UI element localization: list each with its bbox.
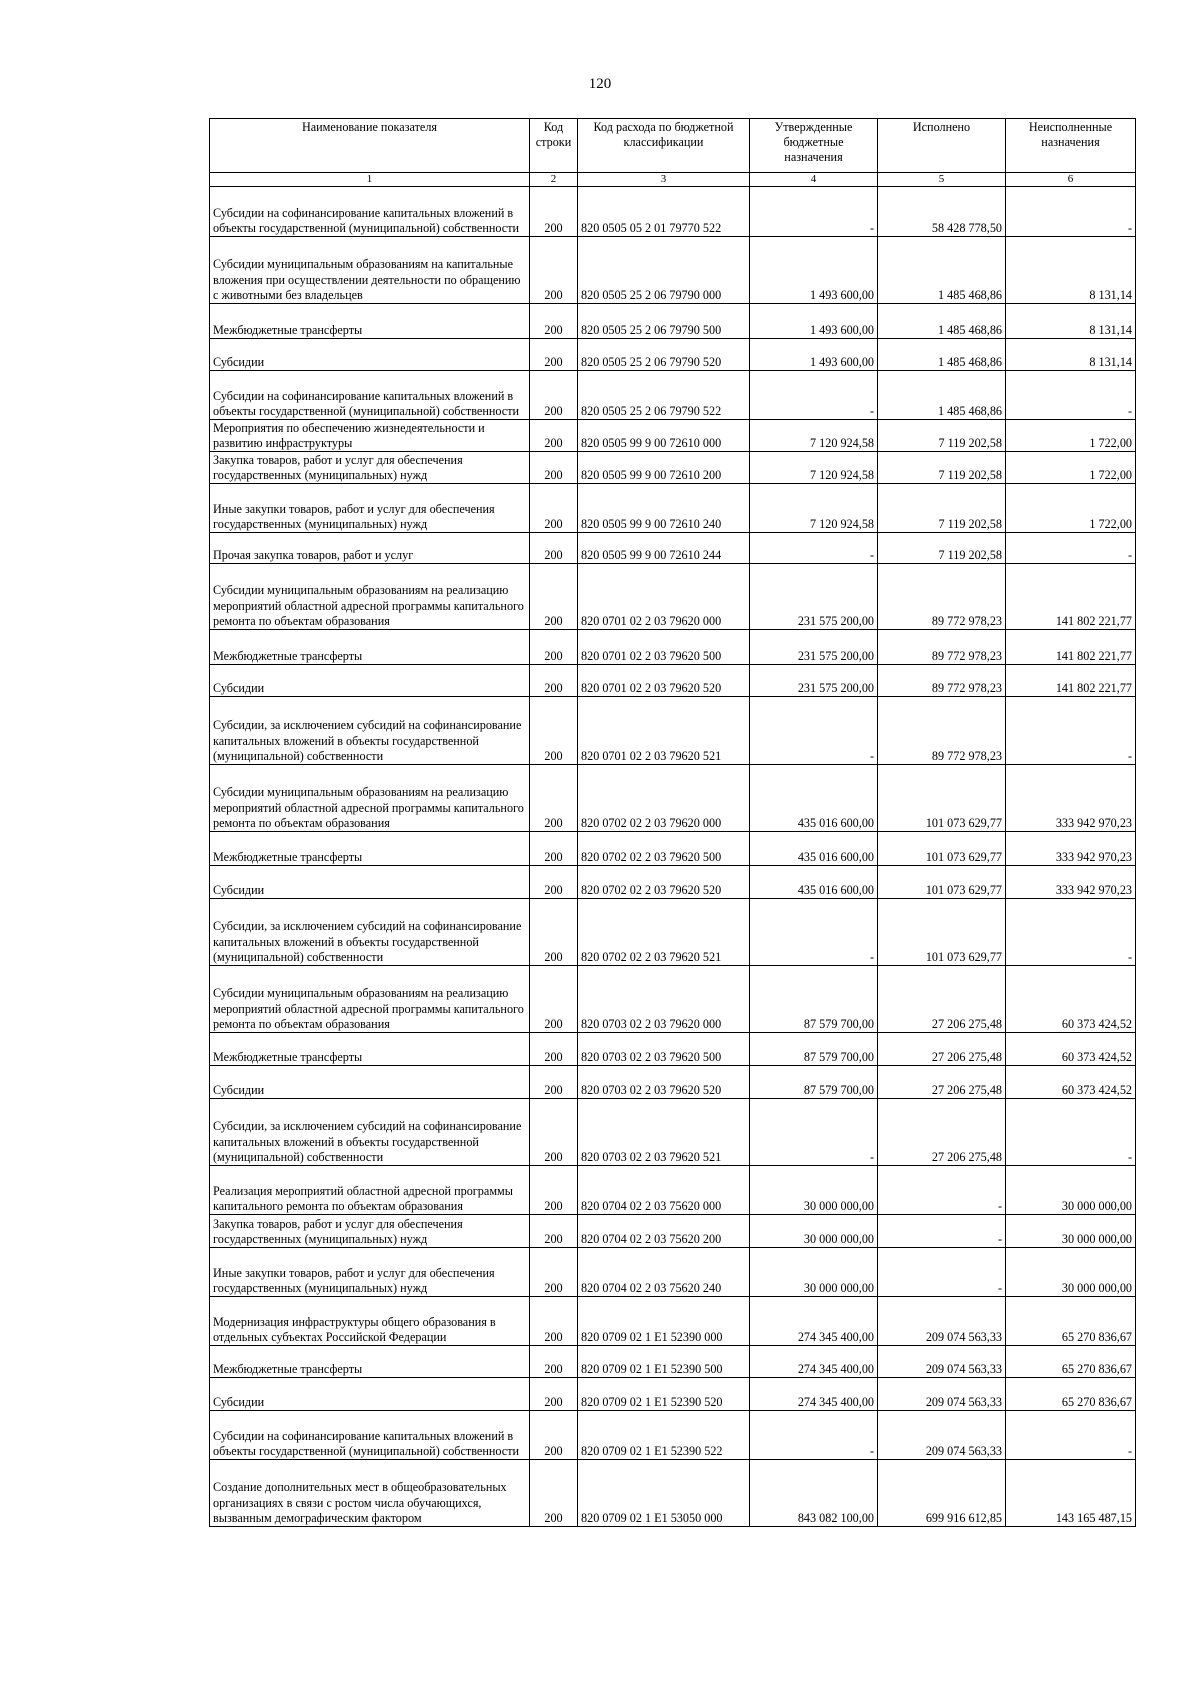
row-name: Межбюджетные трансферты bbox=[210, 1033, 530, 1066]
row-name: Субсидии муниципальным образованиям на реализацию мероприятий областной адресной программы капитального ремонта по объектам образования bbox=[210, 765, 530, 832]
row-remaining-amount: - bbox=[1006, 533, 1136, 564]
row-remaining-amount: 333 942 970,23 bbox=[1006, 832, 1136, 866]
row-line-code: 200 bbox=[530, 866, 578, 899]
row-approved-amount: 30 000 000,00 bbox=[750, 1248, 878, 1297]
row-remaining-amount: 333 942 970,23 bbox=[1006, 866, 1136, 899]
row-executed-amount: 89 772 978,23 bbox=[878, 630, 1006, 665]
row-budget-classification: 820 0505 99 9 00 72610 244 bbox=[578, 533, 750, 564]
row-executed-amount: 58 428 778,50 bbox=[878, 187, 1006, 237]
table-row bbox=[210, 966, 1136, 1033]
column-number: 5 bbox=[878, 173, 1006, 187]
row-executed-amount: 7 119 202,58 bbox=[878, 533, 1006, 564]
header-budget-classification: Код расхода по бюджетной классификации bbox=[578, 119, 750, 173]
row-line-code: 200 bbox=[530, 1248, 578, 1297]
row-line-code: 200 bbox=[530, 420, 578, 452]
row-name: Закупка товаров, работ и услуг для обеспечения государственных (муниципальных) нужд bbox=[210, 452, 530, 484]
row-name: Субсидии bbox=[210, 866, 530, 899]
table-row bbox=[210, 697, 1136, 765]
row-line-code: 200 bbox=[530, 1411, 578, 1460]
table-row bbox=[210, 1460, 1136, 1527]
row-line-code: 200 bbox=[530, 187, 578, 237]
row-remaining-amount: 30 000 000,00 bbox=[1006, 1166, 1136, 1215]
row-budget-classification: 820 0701 02 2 03 79620 520 bbox=[578, 665, 750, 697]
row-name: Мероприятия по обеспечению жизнедеятельности и развитию инфраструктуры bbox=[210, 420, 530, 452]
row-line-code: 200 bbox=[530, 533, 578, 564]
column-number-row bbox=[210, 173, 1136, 187]
row-executed-amount: 699 916 612,85 bbox=[878, 1460, 1006, 1527]
table-row bbox=[210, 1066, 1136, 1099]
row-approved-amount: - bbox=[750, 1411, 878, 1460]
row-approved-amount: 435 016 600,00 bbox=[750, 866, 878, 899]
table-row bbox=[210, 371, 1136, 420]
row-remaining-amount: 333 942 970,23 bbox=[1006, 765, 1136, 832]
row-budget-classification: 820 0701 02 2 03 79620 521 bbox=[578, 697, 750, 765]
row-line-code: 200 bbox=[530, 304, 578, 339]
row-executed-amount: 89 772 978,23 bbox=[878, 697, 1006, 765]
row-name: Субсидии на софинансирование капитальных вложений в объекты государственной (муниципальной) собственности bbox=[210, 187, 530, 237]
table-row bbox=[210, 484, 1136, 533]
row-remaining-amount: 8 131,14 bbox=[1006, 304, 1136, 339]
row-line-code: 200 bbox=[530, 564, 578, 630]
row-executed-amount: 27 206 275,48 bbox=[878, 1033, 1006, 1066]
row-line-code: 200 bbox=[530, 1099, 578, 1166]
row-name: Субсидии, за исключением субсидий на софинансирование капитальных вложений в объекты государственной (муниципальной) собственности bbox=[210, 899, 530, 966]
row-executed-amount: 209 074 563,33 bbox=[878, 1411, 1006, 1460]
row-remaining-amount: 141 802 221,77 bbox=[1006, 630, 1136, 665]
row-executed-amount: - bbox=[878, 1215, 1006, 1248]
row-budget-classification: 820 0505 25 2 06 79790 520 bbox=[578, 339, 750, 371]
column-number: 4 bbox=[750, 173, 878, 187]
table-row bbox=[210, 1378, 1136, 1411]
row-name: Закупка товаров, работ и услуг для обеспечения государственных (муниципальных) нужд bbox=[210, 1215, 530, 1248]
table-row bbox=[210, 237, 1136, 304]
row-line-code: 200 bbox=[530, 1460, 578, 1527]
row-approved-amount: 87 579 700,00 bbox=[750, 966, 878, 1033]
row-name: Субсидии bbox=[210, 1066, 530, 1099]
row-remaining-amount: 143 165 487,15 bbox=[1006, 1460, 1136, 1527]
row-line-code: 200 bbox=[530, 899, 578, 966]
header-executed: Исполнено bbox=[878, 119, 1006, 173]
row-executed-amount: 27 206 275,48 bbox=[878, 1066, 1006, 1099]
row-approved-amount: 435 016 600,00 bbox=[750, 832, 878, 866]
row-name: Иные закупки товаров, работ и услуг для обеспечения государственных (муниципальных) нужд bbox=[210, 1248, 530, 1297]
column-number: 2 bbox=[530, 173, 578, 187]
row-executed-amount: 7 119 202,58 bbox=[878, 452, 1006, 484]
row-approved-amount: 274 345 400,00 bbox=[750, 1297, 878, 1346]
row-name: Субсидии, за исключением субсидий на софинансирование капитальных вложений в объекты государственной (муниципальной) собственности bbox=[210, 697, 530, 765]
row-approved-amount: 1 493 600,00 bbox=[750, 339, 878, 371]
row-line-code: 200 bbox=[530, 697, 578, 765]
row-budget-classification: 820 0704 02 2 03 75620 240 bbox=[578, 1248, 750, 1297]
header-approved: Утвержденные бюджетные назначения bbox=[750, 119, 878, 173]
row-executed-amount: 7 119 202,58 bbox=[878, 484, 1006, 533]
table-row bbox=[210, 1248, 1136, 1297]
row-budget-classification: 820 0701 02 2 03 79620 000 bbox=[578, 564, 750, 630]
row-line-code: 200 bbox=[530, 452, 578, 484]
table-row bbox=[210, 630, 1136, 665]
row-budget-classification: 820 0701 02 2 03 79620 500 bbox=[578, 630, 750, 665]
table-row bbox=[210, 304, 1136, 339]
row-approved-amount: - bbox=[750, 187, 878, 237]
row-remaining-amount: - bbox=[1006, 1411, 1136, 1460]
row-executed-amount: 101 073 629,77 bbox=[878, 765, 1006, 832]
table-row bbox=[210, 187, 1136, 237]
row-budget-classification: 820 0505 05 2 01 79770 522 bbox=[578, 187, 750, 237]
row-line-code: 200 bbox=[530, 339, 578, 371]
column-number: 6 bbox=[1006, 173, 1136, 187]
row-line-code: 200 bbox=[530, 665, 578, 697]
table-row bbox=[210, 1346, 1136, 1378]
header-remaining: Неисполненные назначения bbox=[1006, 119, 1136, 173]
row-executed-amount: 7 119 202,58 bbox=[878, 420, 1006, 452]
row-line-code: 200 bbox=[530, 1346, 578, 1378]
row-budget-classification: 820 0505 99 9 00 72610 000 bbox=[578, 420, 750, 452]
row-line-code: 200 bbox=[530, 1166, 578, 1215]
row-executed-amount: 1 485 468,86 bbox=[878, 237, 1006, 304]
row-line-code: 200 bbox=[530, 484, 578, 533]
page-number: 120 bbox=[588, 76, 612, 92]
row-budget-classification: 820 0505 25 2 06 79790 500 bbox=[578, 304, 750, 339]
header-indicator-name: Наименование показателя bbox=[210, 119, 530, 173]
row-line-code: 200 bbox=[530, 1066, 578, 1099]
table-row bbox=[210, 866, 1136, 899]
table-row bbox=[210, 533, 1136, 564]
row-remaining-amount: 60 373 424,52 bbox=[1006, 1066, 1136, 1099]
table-row bbox=[210, 1166, 1136, 1215]
row-remaining-amount: - bbox=[1006, 1099, 1136, 1166]
row-approved-amount: 231 575 200,00 bbox=[750, 564, 878, 630]
row-remaining-amount: 1 722,00 bbox=[1006, 452, 1136, 484]
row-remaining-amount: 141 802 221,77 bbox=[1006, 665, 1136, 697]
row-budget-classification: 820 0709 02 1 E1 52390 522 bbox=[578, 1411, 750, 1460]
row-remaining-amount: 30 000 000,00 bbox=[1006, 1248, 1136, 1297]
row-name: Создание дополнительных мест в общеобразовательных организациях в связи с ростом числа обучающихся, вызванным демографическим фактором bbox=[210, 1460, 530, 1527]
row-remaining-amount: 65 270 836,67 bbox=[1006, 1378, 1136, 1411]
table-row bbox=[210, 452, 1136, 484]
row-approved-amount: - bbox=[750, 371, 878, 420]
table-row bbox=[210, 1033, 1136, 1066]
row-approved-amount: - bbox=[750, 697, 878, 765]
row-approved-amount: - bbox=[750, 533, 878, 564]
row-executed-amount: 101 073 629,77 bbox=[878, 866, 1006, 899]
row-name: Межбюджетные трансферты bbox=[210, 1346, 530, 1378]
row-approved-amount: 87 579 700,00 bbox=[750, 1066, 878, 1099]
row-budget-classification: 820 0704 02 2 03 75620 200 bbox=[578, 1215, 750, 1248]
row-executed-amount: 209 074 563,33 bbox=[878, 1346, 1006, 1378]
row-executed-amount: 89 772 978,23 bbox=[878, 564, 1006, 630]
row-executed-amount: 27 206 275,48 bbox=[878, 1099, 1006, 1166]
row-executed-amount: 27 206 275,48 bbox=[878, 966, 1006, 1033]
row-remaining-amount: - bbox=[1006, 697, 1136, 765]
table-row bbox=[210, 1297, 1136, 1346]
header-line-code: Код строки bbox=[530, 119, 578, 173]
row-line-code: 200 bbox=[530, 966, 578, 1033]
row-name: Субсидии муниципальным образованиям на капитальные вложения при осуществлении деятельности по обращению с животными без владельцев bbox=[210, 237, 530, 304]
row-approved-amount: 87 579 700,00 bbox=[750, 1033, 878, 1066]
row-executed-amount: 209 074 563,33 bbox=[878, 1378, 1006, 1411]
row-executed-amount: 101 073 629,77 bbox=[878, 899, 1006, 966]
table-row bbox=[210, 832, 1136, 866]
row-approved-amount: 274 345 400,00 bbox=[750, 1346, 878, 1378]
row-line-code: 200 bbox=[530, 1033, 578, 1066]
row-line-code: 200 bbox=[530, 371, 578, 420]
row-executed-amount: 1 485 468,86 bbox=[878, 304, 1006, 339]
row-budget-classification: 820 0702 02 2 03 79620 520 bbox=[578, 866, 750, 899]
row-budget-classification: 820 0702 02 2 03 79620 521 bbox=[578, 899, 750, 966]
row-budget-classification: 820 0505 25 2 06 79790 522 bbox=[578, 371, 750, 420]
row-line-code: 200 bbox=[530, 630, 578, 665]
table-row bbox=[210, 1099, 1136, 1166]
row-approved-amount: 1 493 600,00 bbox=[750, 237, 878, 304]
row-approved-amount: 7 120 924,58 bbox=[750, 420, 878, 452]
row-name: Субсидии на софинансирование капитальных вложений в объекты государственной (муниципальной) собственности bbox=[210, 371, 530, 420]
row-name: Иные закупки товаров, работ и услуг для обеспечения государственных (муниципальных) нужд bbox=[210, 484, 530, 533]
column-number: 3 bbox=[578, 173, 750, 187]
row-remaining-amount: - bbox=[1006, 187, 1136, 237]
row-name: Субсидии bbox=[210, 339, 530, 371]
row-line-code: 200 bbox=[530, 1215, 578, 1248]
table-row bbox=[210, 765, 1136, 832]
row-budget-classification: 820 0703 02 2 03 79620 500 bbox=[578, 1033, 750, 1066]
row-remaining-amount: - bbox=[1006, 371, 1136, 420]
row-approved-amount: 7 120 924,58 bbox=[750, 452, 878, 484]
row-name: Субсидии, за исключением субсидий на софинансирование капитальных вложений в объекты государственной (муниципальной) собственности bbox=[210, 1099, 530, 1166]
row-line-code: 200 bbox=[530, 1297, 578, 1346]
table-row bbox=[210, 564, 1136, 630]
row-line-code: 200 bbox=[530, 1378, 578, 1411]
row-name: Субсидии на софинансирование капитальных вложений в объекты государственной (муниципальной) собственности bbox=[210, 1411, 530, 1460]
row-name: Межбюджетные трансферты bbox=[210, 832, 530, 866]
row-remaining-amount: 141 802 221,77 bbox=[1006, 564, 1136, 630]
row-budget-classification: 820 0703 02 2 03 79620 000 bbox=[578, 966, 750, 1033]
row-name: Межбюджетные трансферты bbox=[210, 630, 530, 665]
row-budget-classification: 820 0702 02 2 03 79620 000 bbox=[578, 765, 750, 832]
row-executed-amount: 209 074 563,33 bbox=[878, 1297, 1006, 1346]
row-budget-classification: 820 0703 02 2 03 79620 521 bbox=[578, 1099, 750, 1166]
row-approved-amount: - bbox=[750, 899, 878, 966]
row-remaining-amount: 30 000 000,00 bbox=[1006, 1215, 1136, 1248]
row-executed-amount: - bbox=[878, 1248, 1006, 1297]
row-executed-amount: 89 772 978,23 bbox=[878, 665, 1006, 697]
row-name: Реализация мероприятий областной адресной программы капитального ремонта по объектам образования bbox=[210, 1166, 530, 1215]
table-row bbox=[210, 899, 1136, 966]
row-executed-amount: 101 073 629,77 bbox=[878, 832, 1006, 866]
table-row bbox=[210, 1215, 1136, 1248]
row-executed-amount: 1 485 468,86 bbox=[878, 339, 1006, 371]
row-approved-amount: 30 000 000,00 bbox=[750, 1215, 878, 1248]
row-budget-classification: 820 0505 99 9 00 72610 240 bbox=[578, 484, 750, 533]
row-budget-classification: 820 0703 02 2 03 79620 520 bbox=[578, 1066, 750, 1099]
column-number: 1 bbox=[210, 173, 530, 187]
row-budget-classification: 820 0505 25 2 06 79790 000 bbox=[578, 237, 750, 304]
row-executed-amount: 1 485 468,86 bbox=[878, 371, 1006, 420]
row-name: Субсидии bbox=[210, 1378, 530, 1411]
table-header-row bbox=[210, 119, 1136, 173]
row-executed-amount: - bbox=[878, 1166, 1006, 1215]
row-budget-classification: 820 0709 02 1 E1 52390 000 bbox=[578, 1297, 750, 1346]
row-remaining-amount: 8 131,14 bbox=[1006, 237, 1136, 304]
row-remaining-amount: 65 270 836,67 bbox=[1006, 1297, 1136, 1346]
row-budget-classification: 820 0702 02 2 03 79620 500 bbox=[578, 832, 750, 866]
row-approved-amount: 7 120 924,58 bbox=[750, 484, 878, 533]
row-approved-amount: 843 082 100,00 bbox=[750, 1460, 878, 1527]
row-remaining-amount: 60 373 424,52 bbox=[1006, 966, 1136, 1033]
row-budget-classification: 820 0709 02 1 E1 52390 500 bbox=[578, 1346, 750, 1378]
table-row bbox=[210, 339, 1136, 371]
row-budget-classification: 820 0704 02 2 03 75620 000 bbox=[578, 1166, 750, 1215]
row-approved-amount: 231 575 200,00 bbox=[750, 665, 878, 697]
row-budget-classification: 820 0505 99 9 00 72610 200 bbox=[578, 452, 750, 484]
row-remaining-amount: 8 131,14 bbox=[1006, 339, 1136, 371]
row-name: Субсидии муниципальным образованиям на реализацию мероприятий областной адресной программы капитального ремонта по объектам образования bbox=[210, 564, 530, 630]
row-remaining-amount: 60 373 424,52 bbox=[1006, 1033, 1136, 1066]
table-row bbox=[210, 1411, 1136, 1460]
row-line-code: 200 bbox=[530, 237, 578, 304]
row-name: Прочая закупка товаров, работ и услуг bbox=[210, 533, 530, 564]
row-remaining-amount: 65 270 836,67 bbox=[1006, 1346, 1136, 1378]
row-approved-amount: - bbox=[750, 1099, 878, 1166]
table-row bbox=[210, 420, 1136, 452]
row-approved-amount: 435 016 600,00 bbox=[750, 765, 878, 832]
row-name: Модернизация инфраструктуры общего образования в отдельных субъектах Российской Федерации bbox=[210, 1297, 530, 1346]
row-approved-amount: 274 345 400,00 bbox=[750, 1378, 878, 1411]
row-line-code: 200 bbox=[530, 765, 578, 832]
row-approved-amount: 1 493 600,00 bbox=[750, 304, 878, 339]
row-name: Межбюджетные трансферты bbox=[210, 304, 530, 339]
row-name: Субсидии bbox=[210, 665, 530, 697]
table-body bbox=[210, 187, 1136, 1527]
row-remaining-amount: - bbox=[1006, 899, 1136, 966]
table-row bbox=[210, 665, 1136, 697]
budget-execution-table bbox=[209, 118, 1136, 1527]
row-approved-amount: 30 000 000,00 bbox=[750, 1166, 878, 1215]
row-remaining-amount: 1 722,00 bbox=[1006, 484, 1136, 533]
row-remaining-amount: 1 722,00 bbox=[1006, 420, 1136, 452]
row-name: Субсидии муниципальным образованиям на реализацию мероприятий областной адресной программы капитального ремонта по объектам образования bbox=[210, 966, 530, 1033]
row-budget-classification: 820 0709 02 1 E1 52390 520 bbox=[578, 1378, 750, 1411]
row-approved-amount: 231 575 200,00 bbox=[750, 630, 878, 665]
row-budget-classification: 820 0709 02 1 E1 53050 000 bbox=[578, 1460, 750, 1527]
row-line-code: 200 bbox=[530, 832, 578, 866]
